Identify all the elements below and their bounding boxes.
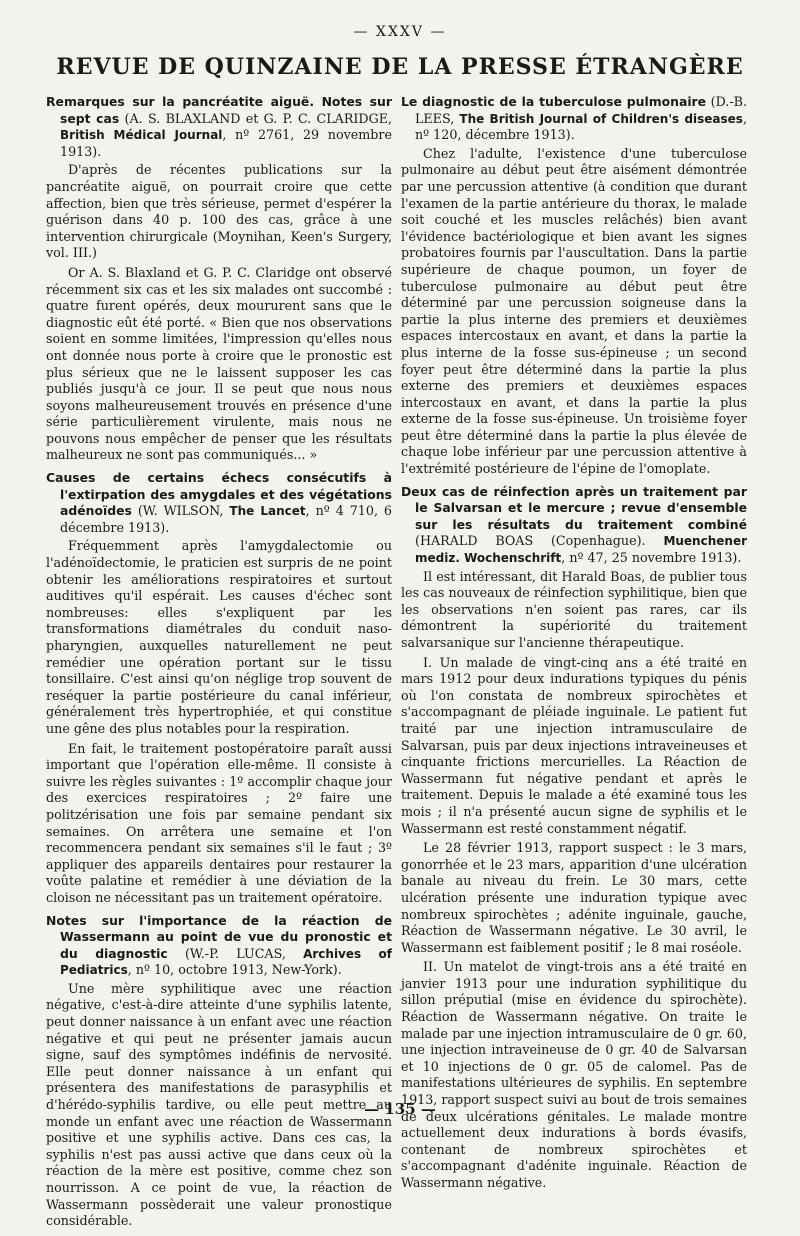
article-source-details: , nº 47, 25 novembre 1913). [561, 550, 742, 566]
article-title: Causes de certains échecs consécutifs à l'extirpation des amygdales et des végétations adénoïdes [46, 470, 392, 519]
article-heading [401, 94, 747, 144]
article-title: Notes sur l'importance de la réaction de Wassermann au point de vue du pronostic et du diagnostic [46, 912, 392, 961]
article-journal: The Lancet [229, 504, 306, 519]
article-paragraph: D'après de récentes publications sur la pancréatite aiguë, on pourrait croire que cette affection, bien que très sérieuse, permet d'espérer la guérison dans 40 p. 100 des cas, grâce à une intervention chirurgicale (Moynihan, Keen's Surgery, vol. III.) [46, 162, 392, 261]
article-journal: Archives of Pediatrics [60, 946, 392, 978]
article-paragraph: Chez l'adulte, l'existence d'une tuberculose pulmonaire au début peut être aisément démontrée par une percussion attentive (à condition que durant l'examen de la partie antérieure du thorax, le malade soit couché et les muscles relâchés) bien avant l'évidence bactériologique et bien avant les signes probatoires fournis par l'auscultation. Dans la partie supérieure de chaque poumon, un foyer de tuberculose pulmonaire au début peut être déterminé par une percussion soigneuse dans la partie la plus interne des premiers et deuxièmes espaces intercostaux en avant, et dans la partie la plus interne de la fosse sus-épineuse ; un second foyer peut être déterminé dans la partie la plus externe des premiers et deuxièmes espaces intercostaux en avant, et dans la partie la plus externe de la fosse sus-épineuse. Un troisième foyer peut être déterminé dans la partie la plus élevée de chaque lobe inférieur par une percussion attentive à l'extrémité postérieure de l'épine de l'omoplate. [401, 145, 747, 477]
article-paragraph: Il est intéressant, dit Harald Boas, de publier tous les cas nouveaux de réinfection syphilitique, bien que les observations n'en soient pas rares, car ils démontrent la supériorité du traitement salvarsanique sur l'ancienne thérapeutique. [401, 568, 747, 650]
article-paragraph: Une mère syphilitique avec une réaction négative, c'est-à-dire atteinte d'une syphilis latente, peut donner naissance à un enfant avec une réaction négative et qui peut ne présenter jamais aucun signe, sauf des symptômes indéfinis de nervosité. Elle peut donner naissance à un enfant qui présentera des manifestations de parasyphilis et d'hérédo-syphilis tardive, ou elle peut mettre au monde un enfant avec une réaction de Wassermann positive et une syphilis active. Dans ces cas, la syphilis n'est pas aussi active que dans ceux où la réaction de la mère est positive, comme chez son nourrisson. A ce point de vue, la réaction de Wassermann possèderait une valeur pronostique considérable. [46, 980, 392, 1229]
article-source-details: , nº 4 710, 6 décembre 1913). [60, 503, 393, 535]
article-paragraph: Le 28 février 1913, rapport suspect : le 3 mars, gonorrhée et le 23 mars, apparition d'une ulcération banale au niveau du frein. Le 30 mars, cette ulcération présente une induration typique avec nombreux spirochètes ; adénite inguinale, gauche, Réaction de Wassermann négative. Le 30 avril, le Wassermann est faiblement positif ; le 8 mai roséole. [401, 840, 747, 955]
article-paragraph: Fréquemment après l'amygdalectomie ou l'adénoïdectomie, le praticien est surpris de ne point obtenir les améliorations respiratoires et surtout auditives qu'il espérait. Les causes d'échec sont nombreuses: elles s'expliquent par les transformations diamétrales du conduit naso-pharyngien, auxquelles naturellement ne peut remédier une opération portant sur le tissu tonsillaire. C'est ainsi qu'on néglige trop souvent de reséquer la partie postérieure du canal inférieur, généralement très hypertrophiée, et qui constitue une gêne des plus notables pour la respiration. [46, 538, 392, 736]
article-journal: Muenchener mediz. Wochenschrift [415, 534, 747, 566]
article-title: Remarques sur la pancréatite aiguë. Notes sur sept cas [46, 94, 392, 126]
article-source: (D.-B. LEES, [415, 94, 747, 126]
article-paragraph: Or A. S. Blaxland et G. P. C. Claridge ont observé récemment six cas et les six malades ont succombé : quatre furent opérés, deux moururent sans que le diagnostic eût été porté. « Bien que nos observations soient en somme limitées, l'impression qu'elles nous ont donnée nous porte à croire que le pronostic est plus sérieux que ne le laissent supposer les cas publiés jusqu'à ce jour. Il se peut que nous nous soyons malheureusement trouvés en présence d'une série particulièrement virulente, mais nous ne pouvons nous empêcher de penser que les résultats malheureux ne sont pas communiqués... » [46, 264, 392, 463]
article-heading [46, 470, 392, 536]
article-source: (W.-P. LUCAS, [167, 945, 304, 961]
article [401, 94, 747, 478]
right-column [401, 94, 747, 1198]
page-number: — 135 — [364, 1100, 436, 1118]
article-title: Le diagnostic de la tuberculose pulmonaire [401, 94, 707, 109]
article-title: Deux cas de réinfection après un traitement par le Salvarsan et le mercure ; revue d'ensemble sur les résultats du traitement combiné [401, 483, 747, 532]
page-roman-numeral: — XXXV — [353, 24, 447, 40]
article-journal: British Médical Journal [60, 128, 223, 143]
article-source: (W. WILSON, [131, 503, 230, 519]
article [401, 484, 747, 1192]
article-source-details: , nº 10, octobre 1913, New-York). [127, 962, 342, 978]
article [46, 94, 392, 464]
article [46, 470, 392, 906]
left-column [46, 94, 392, 1236]
article-paragraph: II. Un matelot de vingt-trois ans a été traité en janvier 1913 pour une induration syphilitique du sillon préputial (mise en évidence du spirochète). Réaction de Wassermann négative. On traite le malade par une injection intramusculaire de 0 gr. 60, une injection intraveineuse de 0 gr. 40 de Salvarsan et 10 injections de 0 gr. 05 de calomel. Pas de manifestations ultérieures de syphilis. En septembre 1913, rapport suspect suivi au bout de trois semaines de deux ulcérations génitales. Le malade montre actuellement deux indurations à bords évasifs, contenant de nombreux spirochètes et s'accompagnant d'adénite inguinale. Réaction de Wassermann négative. [401, 959, 747, 1190]
article-paragraph: I. Un malade de vingt-cinq ans a été traité en mars 1912 pour deux indurations typiques du pénis où l'on constata de nombreux spirochètes et s'accompagnant de pléiade inguinale. Le patient fut traité par une injection intramusculaire de Salvarsan, puis par deux injections intraveineuses et cinquante frictions mercurielles. La Réaction de Wassermann fut négative pendant et après le traitement. Depuis le malade a été examiné tous les mois ; il n'a présenté aucun signe de syphilis et le Wassermann est resté constamment négatif. [401, 654, 747, 836]
page-title: REVUE DE QUINZAINE DE LA PRESSE ÉTRANGÈRE [56, 54, 744, 80]
article-source: (A. S. BLAXLAND et G. P. C. CLARIDGE, [119, 110, 392, 126]
article [46, 913, 392, 1230]
article-heading [46, 94, 392, 160]
article-source-details: , nº 2761, 29 novembre 1913). [60, 127, 392, 159]
article-paragraph: En fait, le traitement postopératoire paraît aussi important que l'opération elle-même. Il consiste à suivre les règles suivantes : 1º accomplir chaque jour des exercices respiratoires ; 2º faire une politzérisation une fois par semaine pendant six semaines. On arrêtera une semaine et l'on recommencera pendant six semaines s'il le faut ; 3º appliquer des appareils dentaires pour restaurer la voûte palatine et remédier à une déviation de la cloison ne nécessitant pas un traitement opératoire. [46, 740, 392, 905]
article-source-details: , nº 120, décembre 1913). [415, 110, 747, 143]
article-source: (HARALD BOAS (Copenhague). [415, 533, 664, 549]
article-journal: The British Journal of Children's diseases [459, 111, 743, 126]
article-heading [46, 913, 392, 979]
article-heading [401, 484, 747, 567]
